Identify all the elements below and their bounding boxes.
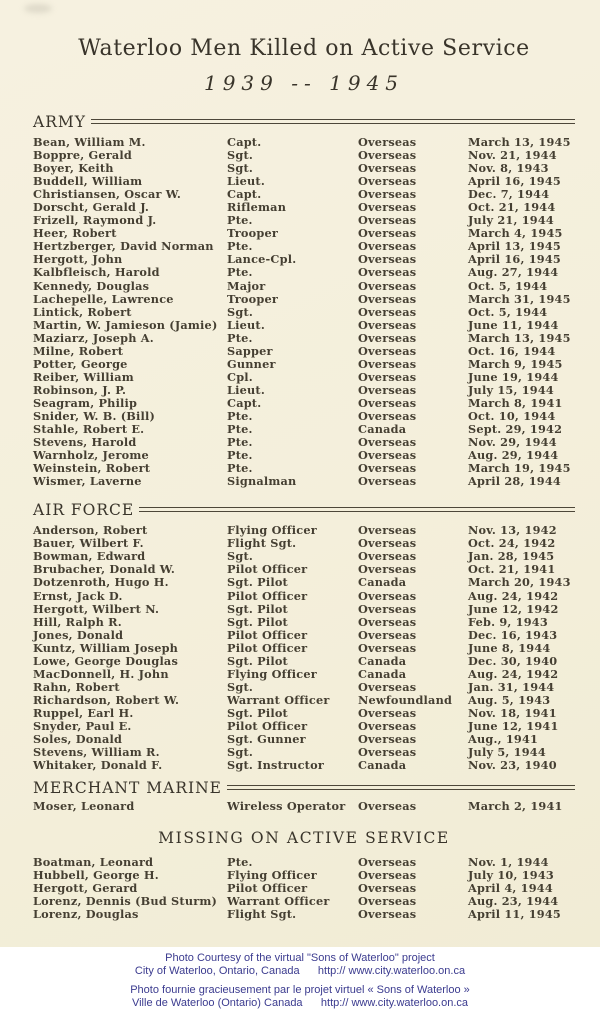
location-cell: Overseas [358, 304, 417, 319]
date-cell: April 28, 1944 [468, 474, 561, 489]
section-missing [33, 829, 575, 921]
date-cell: March 19, 1945 [468, 461, 571, 476]
location-cell: Overseas [358, 382, 417, 397]
table-row [33, 655, 575, 668]
location-cell: Overseas [358, 601, 417, 616]
rank-cell: Trooper [227, 291, 279, 306]
location-cell: Overseas [358, 330, 417, 345]
rank-cell: Capt. [227, 395, 262, 410]
location-cell: Overseas [358, 705, 417, 720]
table-row [33, 332, 575, 345]
rank-cell: Flying Officer [227, 523, 317, 538]
table-row [33, 707, 575, 720]
name-cell: Stevens, Harold [33, 435, 137, 450]
section-header [33, 779, 575, 797]
rank-cell: Sgt. Pilot [227, 653, 288, 668]
date-cell: Nov. 1, 1944 [468, 855, 549, 870]
location-cell: Overseas [358, 627, 417, 642]
rank-cell: Wireless Operator [227, 799, 346, 814]
location-cell: Canada [358, 666, 407, 681]
location-cell: Overseas [358, 588, 417, 603]
rank-cell: Pte. [227, 239, 253, 254]
name-cell: Soles, Donald [33, 732, 123, 747]
date-cell: Aug. 27, 1944 [468, 265, 559, 280]
rank-cell: Pte. [227, 435, 253, 450]
location-cell: Overseas [358, 200, 417, 215]
location-cell: Overseas [358, 868, 417, 883]
location-cell: Overseas [358, 799, 417, 814]
table-row [33, 319, 575, 332]
location-cell: Canada [358, 422, 407, 437]
location-cell: Overseas [358, 732, 417, 747]
rank-cell: Major [227, 278, 266, 293]
caption-french [0, 984, 600, 1010]
rank-cell: Pilot Officer [227, 881, 308, 896]
location-cell: Overseas [358, 343, 417, 358]
location-cell: Overseas [358, 881, 417, 896]
name-cell: Reiber, William [33, 369, 134, 384]
rank-cell: Sapper [227, 343, 273, 358]
rank-cell: Pte. [227, 855, 253, 870]
rank-cell: Gunner [227, 356, 276, 371]
rank-cell: Flight Sgt. [227, 907, 297, 922]
location-cell: Overseas [358, 278, 417, 293]
location-cell: Overseas [358, 474, 417, 489]
name-cell: Kuntz, William Joseph [33, 640, 179, 655]
table-row [33, 908, 575, 921]
location-cell: Overseas [358, 679, 417, 694]
table-row [33, 371, 575, 384]
rank-cell: Pte. [227, 422, 253, 437]
name-cell: Christiansen, Oscar W. [33, 187, 182, 202]
name-cell: Whitaker, Donald F. [33, 758, 163, 773]
table-row [33, 384, 575, 397]
table-row [33, 759, 575, 772]
date-cell: Oct. 5, 1944 [468, 278, 548, 293]
rank-cell: Capt. [227, 135, 262, 149]
date-cell: Nov. 8, 1943 [468, 161, 549, 176]
name-cell: Lorenz, Douglas [33, 907, 139, 922]
section-header [33, 829, 575, 847]
location-cell: Overseas [358, 369, 417, 384]
table-row [33, 616, 575, 629]
location-cell: Overseas [358, 148, 417, 163]
name-cell: Brubacher, Donald W. [33, 562, 176, 577]
location-cell: Overseas [358, 448, 417, 463]
name-cell: Hergott, Wilbert N. [33, 601, 160, 616]
table-row [33, 642, 575, 655]
table-row [33, 293, 575, 306]
caption-area [0, 947, 600, 1010]
date-cell: Jan. 31, 1944 [468, 679, 555, 694]
date-cell: July 21, 1944 [468, 213, 554, 228]
caption-english-line1: Photo Courtesy of the virtual "Sons of Waterloo" project [165, 952, 435, 964]
section-merchant [33, 779, 575, 813]
location-cell: Overseas [358, 161, 417, 176]
rank-cell: Capt. [227, 187, 262, 202]
rank-cell: Pilot Officer [227, 640, 308, 655]
name-cell: Bean, William M. [33, 135, 146, 149]
rank-cell: Sgt. Gunner [227, 732, 306, 747]
date-cell: Aug. 5, 1943 [468, 692, 551, 707]
date-cell: March 31, 1945 [468, 291, 571, 306]
date-cell: June 12, 1941 [468, 718, 559, 733]
rank-cell: Sgt. [227, 148, 254, 163]
double-rule [227, 785, 575, 790]
section-label: ARMY [33, 113, 86, 131]
name-cell: Potter, George [33, 356, 128, 371]
date-cell: Oct. 21, 1941 [468, 562, 556, 577]
date-cell: Oct. 5, 1944 [468, 304, 548, 319]
date-cell: March 2, 1941 [468, 799, 563, 814]
location-cell: Overseas [358, 549, 417, 564]
rank-cell: Pte. [227, 330, 253, 345]
name-cell: Weinstein, Robert [33, 461, 151, 476]
rank-cell: Sgt. [227, 304, 254, 319]
rank-cell: Lance-Cpl. [227, 252, 297, 267]
rank-cell: Flying Officer [227, 868, 317, 883]
date-cell: June 19, 1944 [468, 369, 559, 384]
location-cell: Overseas [358, 894, 417, 909]
rank-cell: Warrant Officer [227, 692, 330, 707]
name-cell: Rahn, Robert [33, 679, 120, 694]
date-cell: Oct. 21, 1944 [468, 200, 556, 215]
name-cell: Boyer, Keith [33, 161, 114, 176]
caption-english-line2: City of Waterloo, Ontario, Canada http:// www.city.waterloo.on.ca [134, 965, 466, 977]
name-cell: Boppre, Gerald [33, 148, 132, 163]
date-cell: April 4, 1944 [468, 881, 553, 896]
table-row [33, 576, 575, 589]
rank-cell: Lieut. [227, 317, 265, 332]
rank-cell: Sgt. Instructor [227, 758, 324, 773]
location-cell: Overseas [358, 187, 417, 202]
name-cell: Ruppel, Earl H. [33, 705, 134, 720]
table-row [33, 280, 575, 293]
date-cell: July 15, 1944 [468, 382, 554, 397]
date-cell: March 4, 1945 [468, 226, 563, 241]
location-cell: Canada [358, 575, 407, 590]
date-cell: Sept. 29, 1942 [468, 422, 563, 437]
double-rule [91, 119, 575, 124]
scan-smudge [24, 4, 52, 13]
section-rows [33, 524, 575, 772]
rank-cell: Sgt. Pilot [227, 614, 288, 629]
double-rule [139, 507, 575, 512]
name-cell: Snyder, Paul E. [33, 718, 132, 733]
location-cell: Overseas [358, 640, 417, 655]
name-cell: Hergott, Gerard [33, 881, 138, 896]
date-cell: March 13, 1945 [468, 330, 571, 345]
name-cell: Moser, Leonard [33, 799, 135, 814]
name-cell: MacDonnell, H. John [33, 666, 169, 681]
rank-cell: Sgt. Pilot [227, 601, 288, 616]
date-cell: Aug. 29, 1944 [468, 448, 559, 463]
caption-english [0, 952, 600, 978]
date-cell: July 10, 1943 [468, 868, 554, 883]
location-cell: Overseas [358, 536, 417, 551]
location-cell: Overseas [358, 718, 417, 733]
name-cell: Kennedy, Douglas [33, 278, 150, 293]
name-cell: Buddell, William [33, 174, 143, 189]
section-label: AIR FORCE [33, 501, 135, 520]
date-cell: March 9, 1945 [468, 356, 563, 371]
sections-container [33, 113, 575, 921]
location-cell: Newfoundland [358, 692, 453, 707]
section-label: MERCHANT MARINE [33, 779, 222, 798]
rank-cell: Trooper [227, 226, 279, 241]
rank-cell: Pilot Officer [227, 627, 308, 642]
date-cell: Oct. 16, 1944 [468, 343, 556, 358]
rank-cell: Rifleman [227, 200, 287, 215]
rank-cell: Pilot Officer [227, 718, 308, 733]
name-cell: Heer, Robert [33, 226, 117, 241]
name-cell: Lowe, George Douglas [33, 653, 179, 668]
name-cell: Lachepelle, Lawrence [33, 291, 174, 306]
location-cell: Overseas [358, 408, 417, 423]
name-cell: Dotzenroth, Hugo H. [33, 575, 169, 590]
name-cell: Maziarz, Joseph A. [33, 330, 154, 345]
date-cell: April 11, 1945 [468, 907, 561, 922]
date-cell: Aug. 24, 1942 [468, 666, 559, 681]
location-cell: Overseas [358, 461, 417, 476]
location-cell: Overseas [358, 562, 417, 577]
name-cell: Hertzberger, David Norman [33, 239, 214, 254]
name-cell: Bauer, Wilbert F. [33, 536, 144, 551]
name-cell: Hill, Ralph R. [33, 614, 122, 629]
date-cell: Nov. 21, 1944 [468, 148, 557, 163]
section-header [33, 501, 575, 519]
date-cell: June 12, 1942 [468, 601, 559, 616]
rank-cell: Pte. [227, 408, 253, 423]
location-cell: Overseas [358, 291, 417, 306]
table-row [33, 358, 575, 371]
name-cell: Robinson, J. P. [33, 382, 127, 397]
rank-cell: Sgt. Pilot [227, 575, 288, 590]
name-cell: Lorenz, Dennis (Bud Sturm) [33, 894, 218, 909]
location-cell: Overseas [358, 356, 417, 371]
location-cell: Canada [358, 758, 407, 773]
name-cell: Jones, Donald [33, 627, 124, 642]
table-row [33, 681, 575, 694]
name-cell: Stevens, William R. [33, 745, 160, 760]
date-cell: Jan. 28, 1945 [468, 549, 555, 564]
location-cell: Overseas [358, 174, 417, 189]
location-cell: Canada [358, 653, 407, 668]
location-cell: Overseas [358, 213, 417, 228]
name-cell: Bowman, Edward [33, 549, 146, 564]
date-cell: Nov. 13, 1942 [468, 523, 557, 538]
rank-cell: Pte. [227, 265, 253, 280]
section-army [33, 113, 575, 488]
location-cell: Overseas [358, 252, 417, 267]
rank-cell: Pte. [227, 213, 253, 228]
document-subtitle: 1939 -- 1945 [203, 71, 405, 95]
name-cell: Hubbell, George H. [33, 868, 159, 883]
date-cell: Dec. 30, 1940 [468, 653, 558, 668]
date-cell: Aug. 24, 1942 [468, 588, 559, 603]
location-cell: Overseas [358, 135, 417, 149]
rank-cell: Flying Officer [227, 666, 317, 681]
location-cell: Overseas [358, 239, 417, 254]
name-cell: Lintick, Robert [33, 304, 132, 319]
location-cell: Overseas [358, 523, 417, 538]
date-cell: Oct. 10, 1944 [468, 408, 556, 423]
date-cell: March 13, 1945 [468, 135, 571, 149]
section-label: MISSING ON ACTIVE SERVICE [158, 829, 450, 848]
table-row [33, 800, 575, 813]
date-cell: April 13, 1945 [468, 239, 561, 254]
name-cell: Boatman, Leonard [33, 855, 154, 870]
name-cell: Dorscht, Gerald J. [33, 200, 150, 215]
caption-french-line1: Photo fournie gracieusement par le projet virtuel « Sons of Waterloo » [130, 984, 470, 996]
date-cell: April 16, 1945 [468, 174, 561, 189]
date-cell: Oct. 24, 1942 [468, 536, 556, 551]
date-cell: Feb. 9, 1943 [468, 614, 548, 629]
date-cell: June 8, 1944 [468, 640, 551, 655]
date-cell: July 5, 1944 [468, 745, 546, 760]
name-cell: Stahle, Robert E. [33, 422, 145, 437]
section-airforce [33, 501, 575, 772]
name-cell: Martin, W. Jamieson (Jamie) [33, 317, 218, 332]
rank-cell: Pte. [227, 461, 253, 476]
rank-cell: Lieut. [227, 382, 265, 397]
date-cell: June 11, 1944 [468, 317, 559, 332]
location-cell: Overseas [358, 395, 417, 410]
date-cell: Aug., 1941 [468, 732, 539, 747]
section-rows [33, 136, 575, 488]
table-row [33, 266, 575, 279]
date-cell: Dec. 16, 1943 [468, 627, 558, 642]
rank-cell: Sgt. [227, 679, 254, 694]
name-cell: Anderson, Robert [33, 523, 148, 538]
rank-cell: Warrant Officer [227, 894, 330, 909]
name-cell: Milne, Robert [33, 343, 124, 358]
name-cell: Wismer, Laverne [33, 474, 142, 489]
rank-cell: Pilot Officer [227, 588, 308, 603]
name-cell: Kalbfleisch, Harold [33, 265, 160, 280]
rank-cell: Sgt. [227, 161, 254, 176]
table-row [33, 694, 575, 707]
section-header [33, 113, 575, 131]
date-cell: Aug. 23, 1944 [468, 894, 559, 909]
rank-cell: Sgt. Pilot [227, 705, 288, 720]
caption-french-line2: Ville de Waterloo (Ontario) Canada http:// www.city.waterloo.on.ca [131, 997, 469, 1009]
rank-cell: Lieut. [227, 174, 265, 189]
location-cell: Overseas [358, 855, 417, 870]
table-row [33, 306, 575, 319]
table-row [33, 603, 575, 616]
rank-cell: Sgt. [227, 549, 254, 564]
section-rows [33, 800, 575, 813]
rank-cell: Cpl. [227, 369, 253, 384]
location-cell: Overseas [358, 265, 417, 280]
location-cell: Overseas [358, 614, 417, 629]
document-title: Waterloo Men Killed on Active Service [78, 36, 530, 61]
table-row [33, 668, 575, 681]
table-row [33, 475, 575, 488]
table-row [33, 590, 575, 603]
date-cell: March 20, 1943 [468, 575, 571, 590]
name-cell: Seagram, Philip [33, 395, 138, 410]
location-cell: Overseas [358, 745, 417, 760]
rank-cell: Sgt. [227, 745, 254, 760]
name-cell: Frizell, Raymond J. [33, 213, 157, 228]
rank-cell: Flight Sgt. [227, 536, 297, 551]
date-cell: Nov. 18, 1941 [468, 705, 557, 720]
rank-cell: Signalman [227, 474, 297, 489]
rank-cell: Pilot Officer [227, 562, 308, 577]
name-cell: Snider, W. B. (Bill) [33, 408, 156, 423]
table-row [33, 345, 575, 358]
date-cell: Nov. 29, 1944 [468, 435, 557, 450]
name-cell: Richardson, Robert W. [33, 692, 180, 707]
section-rows [33, 856, 575, 921]
date-cell: April 16, 1945 [468, 252, 561, 267]
name-cell: Ernst, Jack D. [33, 588, 123, 603]
location-cell: Overseas [358, 435, 417, 450]
name-cell: Warnholz, Jerome [33, 448, 149, 463]
rank-cell: Pte. [227, 448, 253, 463]
date-cell: Nov. 23, 1940 [468, 758, 557, 773]
date-cell: Dec. 7, 1944 [468, 187, 550, 202]
location-cell: Overseas [358, 907, 417, 922]
location-cell: Overseas [358, 226, 417, 241]
table-row [33, 629, 575, 642]
location-cell: Overseas [358, 317, 417, 332]
name-cell: Hergott, John [33, 252, 123, 267]
date-cell: March 8, 1941 [468, 395, 563, 410]
